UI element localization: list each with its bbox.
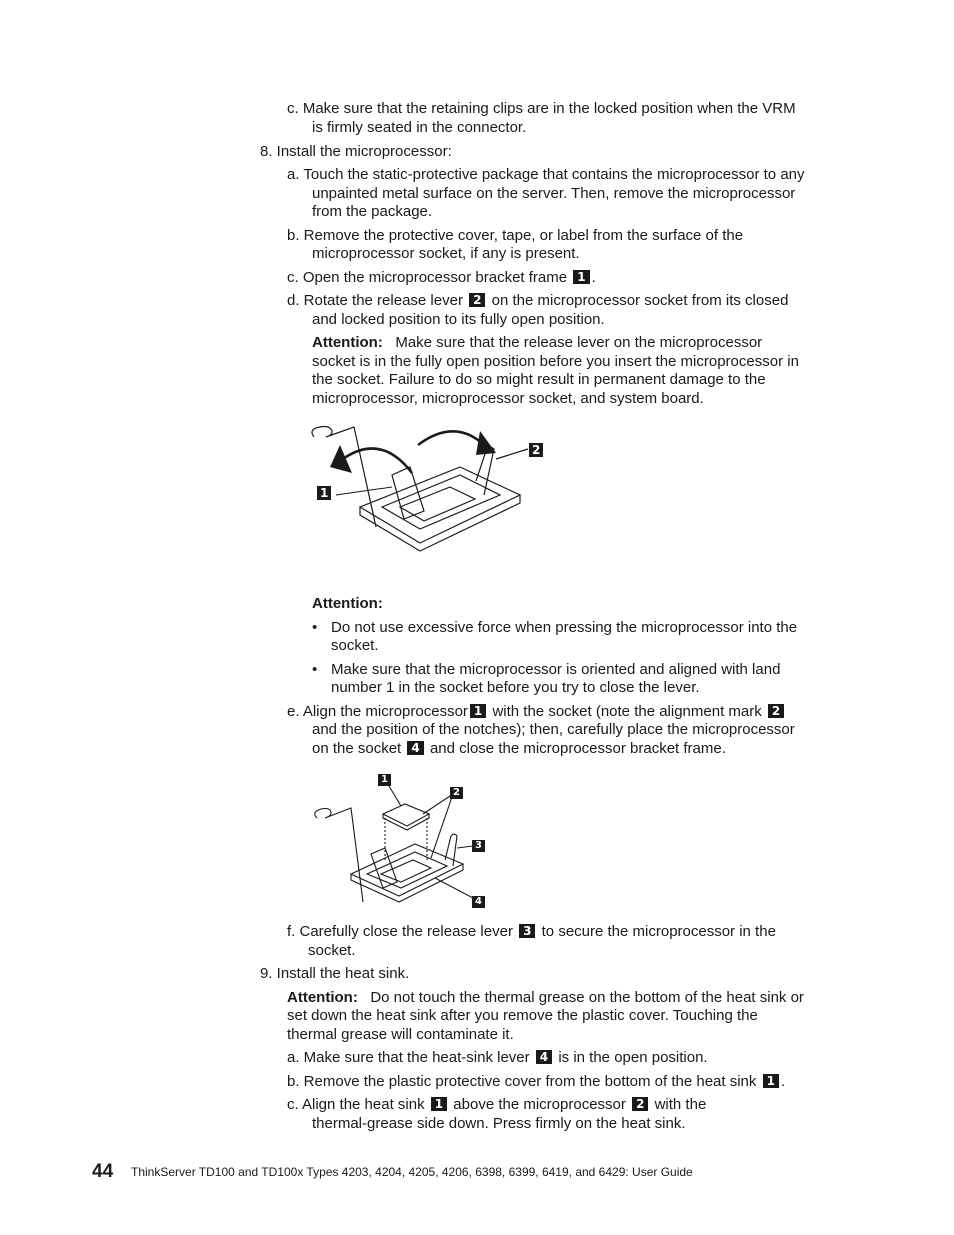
figure2-callout-2: 2 [450,787,463,799]
attention-1-line2: socket is in the fully open position before you insert the microprocessor in [312,353,799,370]
step-8e-text-mid: with the socket (note the alignment mark [492,703,762,720]
page-number: 44 [92,1161,114,1182]
step-8f-line2: socket. [308,942,356,959]
attention-3-line3: thermal grease will contaminate it. [287,1026,514,1043]
attention-1-text: Make sure that the release lever on the microprocessor [395,334,763,351]
bullet-2-line2: number 1 in the socket before you try to close the lever. [331,679,700,696]
step-9c-text-pre: c. Align the heat sink [287,1096,425,1113]
step-8f-text-post: to secure the microprocessor in the [541,923,776,940]
bullet-1-line2: socket. [331,637,379,654]
step-8c-line [287,268,596,287]
step-9c-line1 [287,1095,706,1114]
callout-2: 2 [632,1097,648,1111]
step-8f-line1 [287,922,776,941]
step-8e-text-post3: and close the microprocessor bracket frame. [429,740,726,757]
callout-4: 4 [536,1050,552,1064]
attention-1-line4: microprocessor, microprocessor socket, and system board. [312,390,704,407]
step-9b-line [287,1072,785,1091]
step-8b-line1: b. Remove the protective cover, tape, or label from the surface of the [287,227,744,244]
step-9a-line [287,1048,708,1067]
step-8f-text-pre: f. Carefully close the release lever [287,923,513,940]
step-9a-text-pre: a. Make sure that the heat-sink lever [287,1049,530,1066]
attention-1-line3: the socket. Failure to do so might result in permanent damage to the [312,371,766,388]
step-9b-text: b. Remove the plastic protective cover from the bottom of the heat sink [287,1073,757,1090]
bullet-1-marker: • [312,619,318,636]
step-c-vrm-line1: c. Make sure that the retaining clips are in the locked position when the VRM [287,100,796,117]
step-8c-text: c. Open the microprocessor bracket frame [287,269,568,286]
callout-3: 3 [519,924,535,938]
bullet-2-line1: Make sure that the microprocessor is oriented and aligned with land [331,661,781,678]
figure1-callout-1: 1 [317,486,331,500]
step-8d-text-pre: d. Rotate the release lever [287,292,463,309]
footer-title: ThinkServer TD100 and TD100x Types 4203, 4204, 4205, 4206, 6398, 6399, 6419, and 6429: User Guide [131,1165,693,1179]
step-c-vrm-line2: is firmly seated in the connector. [312,119,527,136]
attention-label: Attention: [312,334,383,351]
step-9a-text-post: is in the open position. [558,1049,708,1066]
period: . [780,1073,786,1090]
step-8a-line3: from the package. [312,203,433,220]
step-8e-line2: and the position of the notches); then, carefully place the microprocessor [312,721,795,738]
step-8-heading: 8. Install the microprocessor: [260,143,452,160]
step-8d-text-post: on the microprocessor socket from its closed [491,292,789,309]
step-8e-line3 [312,739,726,758]
figure2-callout-3: 3 [472,840,485,852]
step-8b-line2: microprocessor socket, if any is present. [312,245,580,262]
callout-1: 1 [573,270,589,284]
step-9-heading: 9. Install the heat sink. [260,965,410,982]
attention-3-line1 [287,988,804,1007]
attention-2-label: Attention: [312,595,383,612]
callout-2: 2 [469,293,485,307]
attention-3-line2: set down the heat sink after you remove the plastic cover. Touching the [287,1007,758,1024]
step-8e-text-pre3: on the socket [312,740,402,757]
bullet-2-marker: • [312,661,318,678]
figure2-callout-4: 4 [472,896,485,908]
step-8a-line1: a. Touch the static-protective package that contains the microprocessor to any [287,166,805,183]
callout-1: 1 [763,1074,779,1088]
step-9c-text-post: with the [654,1096,707,1113]
callout-2: 2 [768,704,784,718]
microprocessor-placement-illustration [305,770,495,910]
callout-1: 1 [470,704,486,718]
step-8a-line2: unpainted metal surface on the server. Then, remove the microprocessor [312,185,796,202]
step-8d-line2: and locked position to its fully open position. [312,311,605,328]
step-8d-line1 [287,291,788,310]
figure2-callout-1: 1 [378,774,391,786]
step-9c-line2: thermal-grease side down. Press firmly on the heat sink. [312,1115,686,1132]
attention-1-line1 [312,333,762,352]
socket-open-lever-illustration [300,415,560,575]
figure1-callout-2: 2 [529,443,543,457]
period: . [591,269,596,286]
attention-3-text: Do not touch the thermal grease on the bottom of the heat sink or [370,989,804,1006]
attention-label: Attention: [287,989,358,1006]
step-8e-line1 [287,702,786,721]
step-9c-text-mid: above the microprocessor [453,1096,626,1113]
step-8e-text-pre: e. Align the microprocessor [287,703,468,720]
callout-1: 1 [431,1097,447,1111]
bullet-1-line1: Do not use excessive force when pressing the microprocessor into the [331,619,798,636]
callout-4: 4 [407,741,423,755]
